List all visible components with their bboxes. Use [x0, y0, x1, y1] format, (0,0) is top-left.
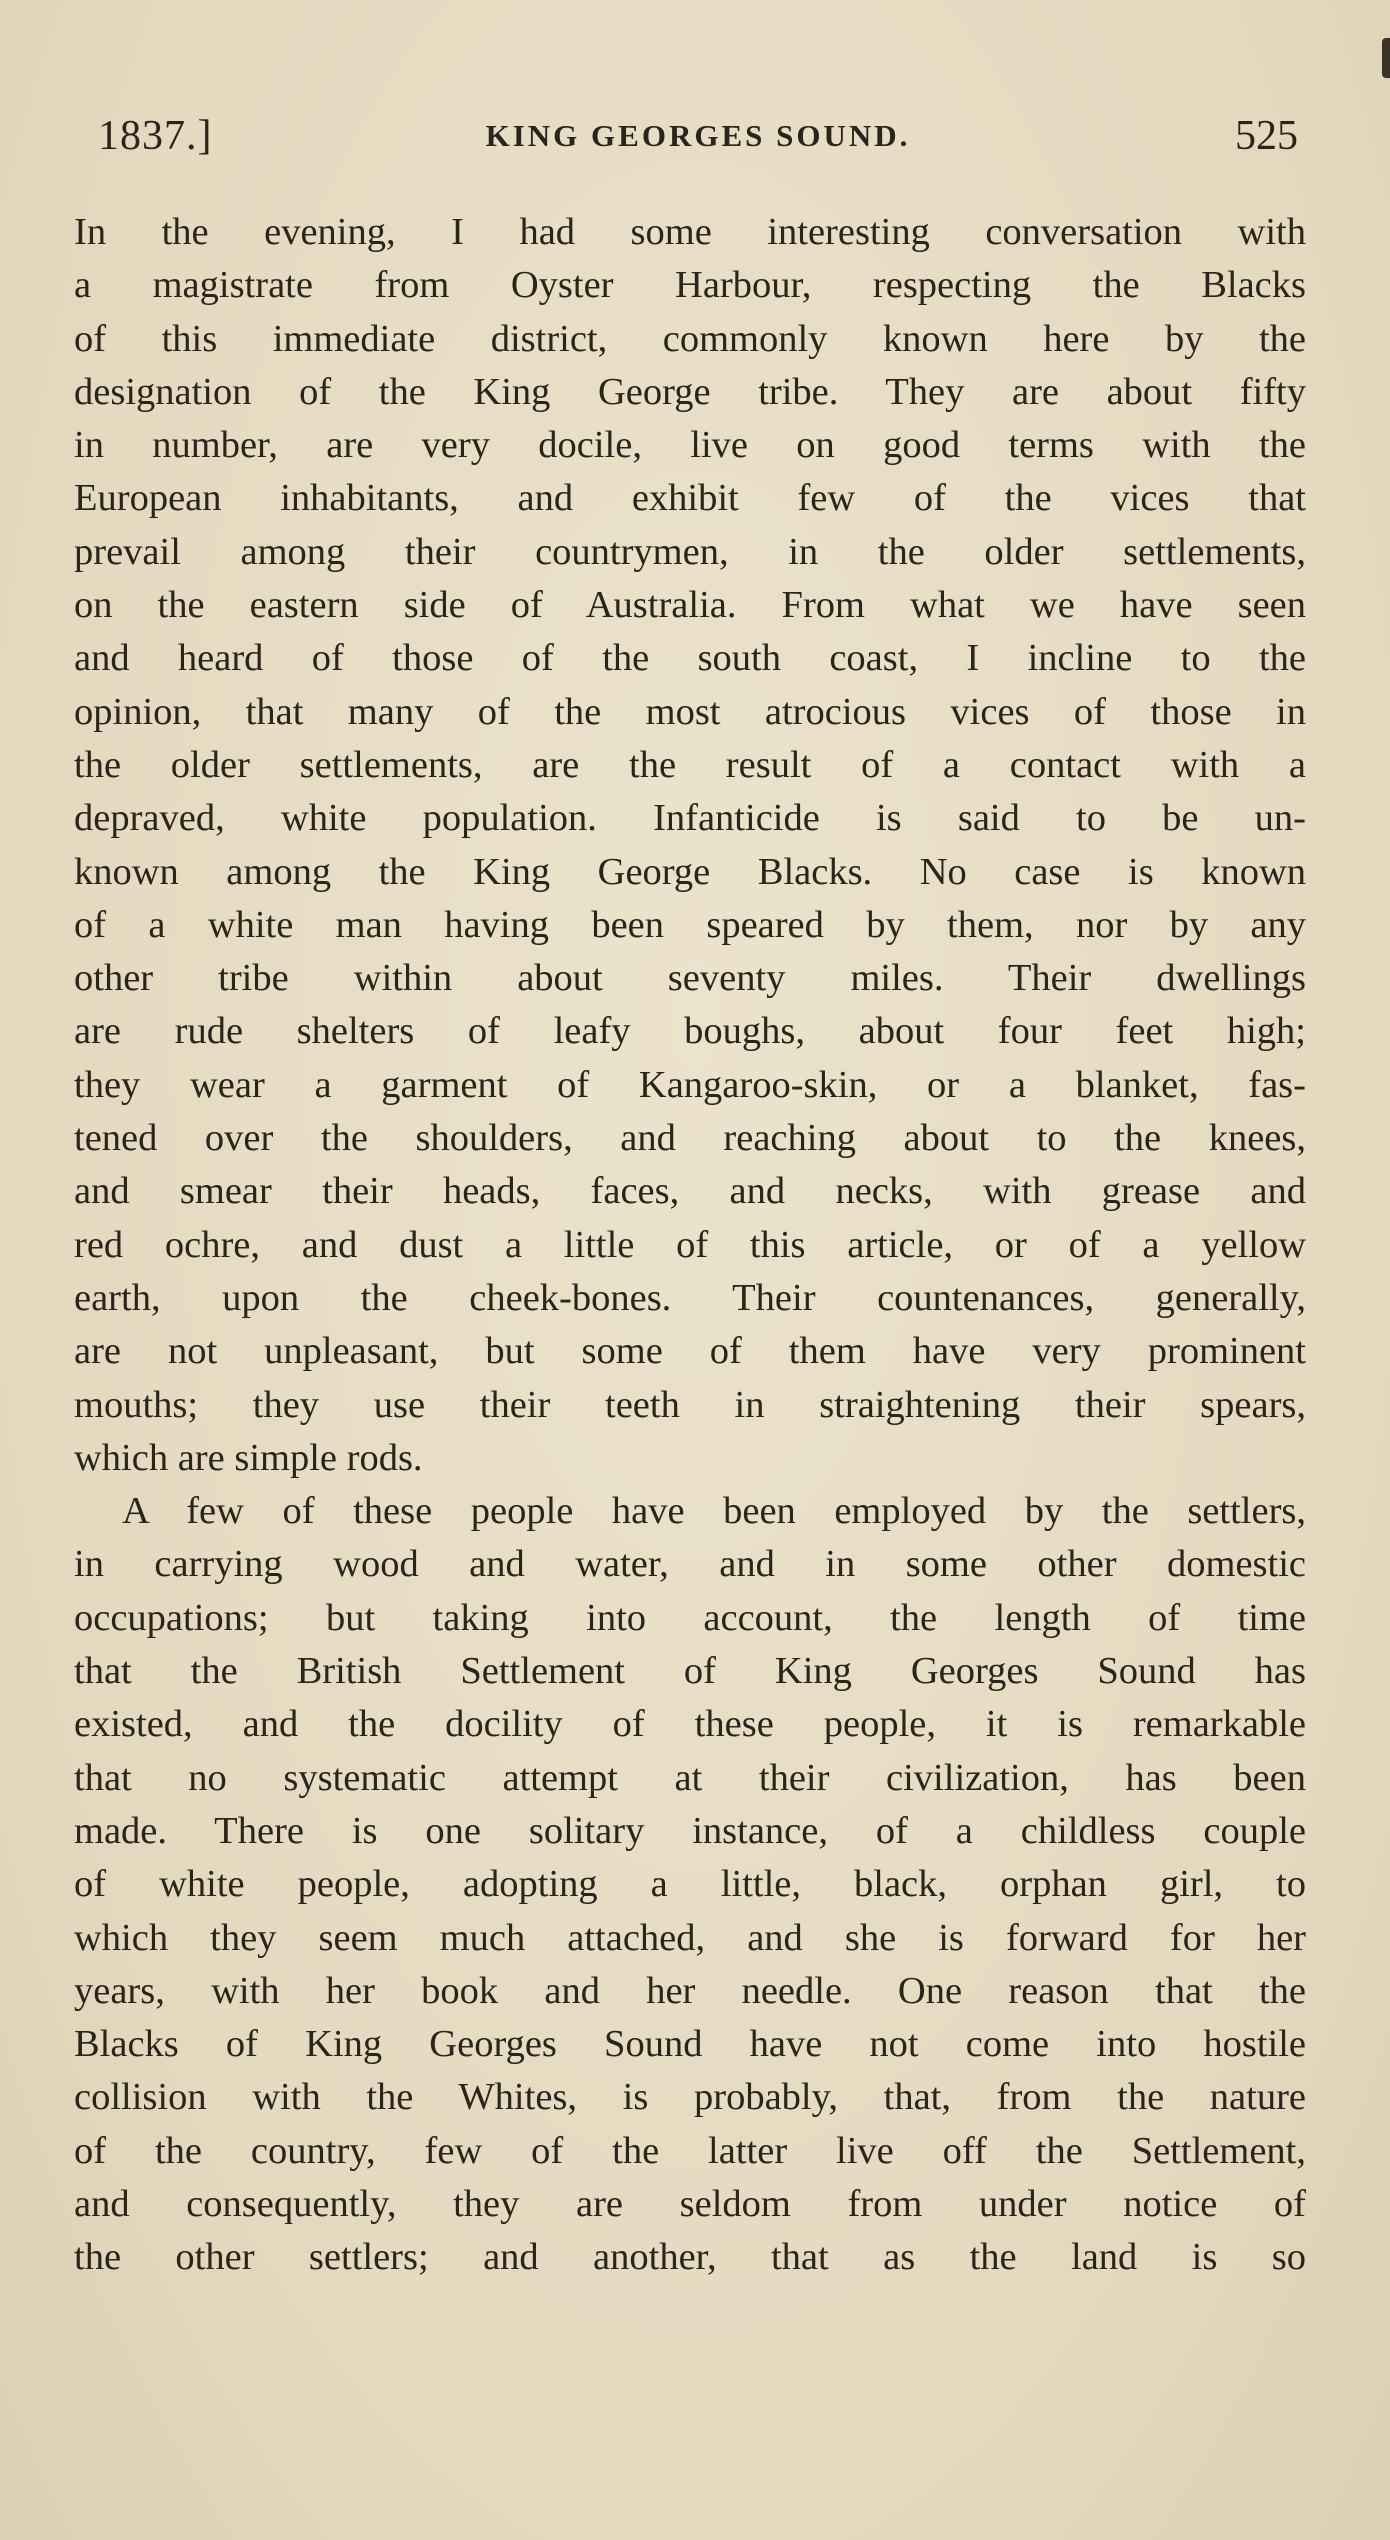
- text-line: of the country, few of the latter live off the Settlement,: [74, 2129, 1306, 2172]
- text-line: which are simple rods.: [74, 1436, 423, 1479]
- text-line: opinion, that many of the most atrocious vices of those in: [74, 690, 1306, 733]
- text-line: mouths; they use their teeth in straightening their spears,: [74, 1383, 1306, 1426]
- text-line: and consequently, they are seldom from under notice of: [74, 2182, 1306, 2225]
- text-line: earth, upon the cheek-bones. Their countenances, generally,: [74, 1276, 1306, 1319]
- text-line: collision with the Whites, is probably, that, from the nature: [74, 2076, 1306, 2119]
- text-line: a magistrate from Oyster Harbour, respecting the Blacks: [74, 264, 1306, 307]
- page-edge-mark: [1382, 38, 1390, 78]
- text-line: A few of these people have been employed by the settlers,: [122, 1490, 1306, 1533]
- text-line: red ochre, and dust a little of this article, or of a yellow: [74, 1223, 1306, 1266]
- text-line: in carrying wood and water, and in some other domestic: [74, 1543, 1306, 1586]
- page-number: 525: [1235, 113, 1298, 159]
- text-line: and smear their heads, faces, and necks, with grease and: [74, 1170, 1306, 1213]
- body-text: [74, 206, 1306, 2285]
- text-line: other tribe within about seventy miles. Their dwellings: [74, 957, 1306, 1000]
- text-line: the other settlers; and another, that as the land is so: [74, 2236, 1306, 2279]
- text-line: are rude shelters of leafy boughs, about four feet high;: [74, 1010, 1306, 1053]
- paragraph-2: [74, 1485, 1306, 2284]
- text-line: made. There is one solitary instance, of a childless couple: [74, 1809, 1306, 1852]
- text-line: existed, and the docility of these people, it is remarkable: [74, 1703, 1306, 1746]
- text-line: are not unpleasant, but some of them have very prominent: [74, 1330, 1306, 1373]
- text-line: occupations; but taking into account, the length of time: [74, 1596, 1306, 1639]
- text-line: European inhabitants, and exhibit few of the vices that: [74, 477, 1306, 520]
- text-line: which they seem much attached, and she is forward for her: [74, 1916, 1306, 1959]
- text-line: prevail among their countrymen, in the older settlements,: [74, 530, 1306, 573]
- text-line: that the British Settlement of King Georges Sound has: [74, 1650, 1306, 1693]
- running-header: [98, 112, 1298, 172]
- header-year: 1837.]: [98, 113, 213, 159]
- text-line: the older settlements, are the result of a contact with a: [74, 743, 1306, 786]
- text-line: known among the King George Blacks. No case is known: [74, 850, 1306, 893]
- text-line: that no systematic attempt at their civilization, has been: [74, 1756, 1306, 1799]
- paragraph-1: [74, 206, 1306, 1485]
- text-line: and heard of those of the south coast, I incline to the: [74, 637, 1306, 680]
- text-line: of this immediate district, commonly known here by the: [74, 317, 1306, 360]
- text-line: of white people, adopting a little, black, orphan girl, to: [74, 1863, 1306, 1906]
- text-line: they wear a garment of Kangaroo-skin, or a blanket, fas-: [74, 1063, 1306, 1106]
- text-line: In the evening, I had some interesting conversation with: [74, 211, 1306, 253]
- text-line: designation of the King George tribe. They are about fifty: [74, 370, 1306, 413]
- text-line: on the eastern side of Australia. From what we have seen: [74, 584, 1306, 627]
- text-line: depraved, white population. Infanticide is said to be un-: [74, 797, 1306, 840]
- text-line: Blacks of King Georges Sound have not come into hostile: [74, 2023, 1306, 2066]
- header-title: KING GEORGES SOUND.: [485, 118, 911, 153]
- text-line: in number, are very docile, live on good terms with the: [74, 424, 1306, 467]
- text-line: years, with her book and her needle. One reason that the: [74, 1969, 1306, 2012]
- text-line: of a white man having been speared by them, nor by any: [74, 903, 1306, 946]
- text-line: tened over the shoulders, and reaching about to the knees,: [74, 1117, 1306, 1160]
